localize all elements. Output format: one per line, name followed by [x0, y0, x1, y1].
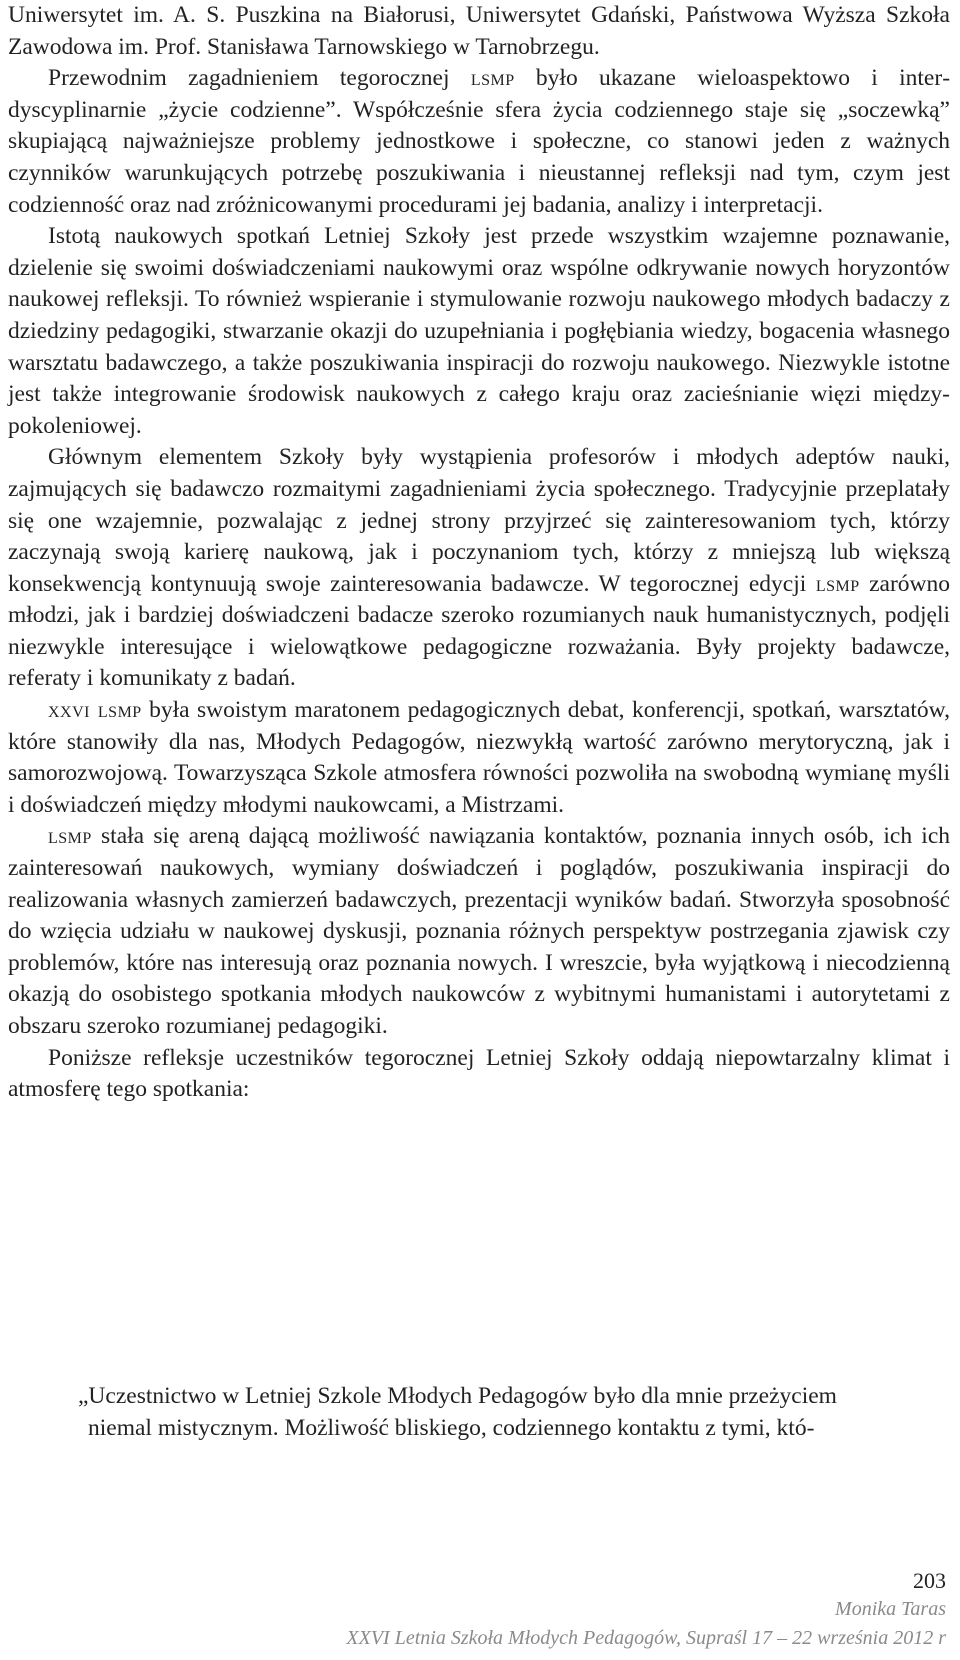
- lsmp-acronym: lsmp: [48, 823, 92, 850]
- paragraph-1: [8, 0, 950, 63]
- document-page: [8, 0, 950, 1106]
- paragraph-6: [8, 821, 950, 1042]
- paragraph-2-text-b: było ukazane wieloaspektowo i interdyscyplinarnie „życie codzienne”. Współcześnie sfera życia codziennego staje się „soczewką” skupiającą najważniejsze problemy jednostkowe i społeczne, co stanowi jeden z ważnych czynników warunkujących potrzebę poszukiwania i nieustannej refleksji nad tym, czym jest codzienność oraz nad zróżnicowanymi procedurami jej badania, analizy i interpretacji.: [8, 65, 951, 218]
- xxvi-lsmp-acronym: xxvi lsmp: [48, 697, 142, 724]
- paragraph-5-text: była swoistym maratonem pedagogicznych debat, konferencji, spotkań, warsztatów, które stanowiły dla nas, Młodych Pedagogów, niezwykłą wartość zarówno merytoryczną, jak i samorozwojową. Towarzysząca Szkole atmosfera równości pozwoliła na swobodną wymianę myśli i doświadczeń między młodymi naukowcami, a Mistrzami.: [8, 697, 950, 818]
- paragraph-4: [8, 442, 950, 695]
- page-number: 203: [913, 1568, 946, 1593]
- lsmp-acronym: lsmp: [815, 570, 860, 597]
- quote-line-2: niemal mistycznym. Możliwość bliskiego, codziennego kontaktu z tymi, któ-: [88, 1414, 815, 1441]
- paragraph-7-text: Poniższe refleksje uczestników tegorocznej Letniej Szkoły oddają niepowtarzalny klimat i atmosferę tego spotkania:: [8, 1044, 950, 1103]
- footer-event: XXVI Letnia Szkoła Młodych Pedagogów, Supraśl 17 – 22 września 2012 r: [346, 1627, 946, 1649]
- lsmp-acronym: lsmp: [470, 65, 515, 92]
- main-text: [8, 0, 950, 1106]
- footer-author: Monika Taras: [835, 1598, 946, 1620]
- paragraph-7: [8, 1043, 950, 1106]
- paragraph-4-text-a: Głównym elementem Szkoły były wystąpienia profesorów i młodych adeptów nauki, zajmujących się badawczo rozmaitymi zagadnieniami życia społecznego. Tradycyjnie przeplatały się one wzajemnie, pozwalając z jednej strony przyjrzeć się zainteresowaniom tych, którzy zaczynają swoją karierę naukową, jak i poczynaniom tych, którzy z mniejszą lub większą konsekwencją kontynuują swoje zainteresowania badawcze. W tegorocznej edycji: [8, 444, 950, 597]
- paragraph-3-text: Istotą naukowych spotkań Letniej Szkoły jest przede wszystkim wzajemne poznawanie, dzielenie się swoimi doświadczeniami naukowymi oraz wspólne odkrywanie nowych horyzontów naukowej refleksji. To również wspieranie i stymulowanie rozwoju naukowego młodych badaczy z dziedziny pedagogiki, stwarzanie okazji do uzupełniania i pogłębiania wiedzy, bogacenia własnego warsztatu badawczego, a także poszukiwania inspiracji do rozwoju naukowego. Niezwykle istotne jest także integrowanie środowisk naukowych z całego kraju oraz zacieśnianie więzi międzypokoleniowej.: [8, 223, 950, 439]
- paragraph-1-text: Uniwersytet im. A. S. Puszkina na Białorusi, Uniwersytet Gdański, Państwowa Wyższa Szkoła Zawodowa im. Prof. Stanisława Tarnowskiego w Tarnobrzegu.: [8, 2, 950, 60]
- paragraph-4-text-b: zarówno młodzi, jak i bardziej doświadczeni badacze szeroko rozumianych nauk humanistycznych, podjęli niezwykle interesujące i wielowątkowe pedagogiczne rozważania. Były projekty badawcze, referaty i komunikaty z badań.: [8, 570, 951, 692]
- paragraph-6-text: stała się areną dającą możliwość nawiązania kontaktów, poznania innych osób, ich ich zainteresowań naukowych, wymiany doświadczeń i poglądów, poszukiwania inspiracji do realizowania własnych zamierzeń badawczych, prezentacji wyników badań. Stworzyła sposobność do wzięcia udziału w naukowej dyskusji, poznania różnych perspektyw postrzegania zjawisk czy problemów, które nas interesują oraz poznania nowych. I wreszcie, była wyjątkową i niecodzienną okazją do osobistego spotkania młodych naukowców z wybitnymi humanistami i autorytetami z obszaru szeroko rozumianej pedagogiki.: [8, 823, 951, 1039]
- paragraph-2: [8, 63, 950, 221]
- page-footer: [346, 1566, 946, 1653]
- paragraph-5: [8, 695, 950, 821]
- quote-line-1: „Uczestnictwo w Letniej Szkole Młodych Pedagogów było dla mnie przeżyciem: [78, 1383, 837, 1409]
- block-quote: [78, 1381, 946, 1444]
- paragraph-3: [8, 221, 950, 442]
- paragraph-2-text-a: Przewodnim zagadnieniem tegorocznej: [48, 65, 450, 92]
